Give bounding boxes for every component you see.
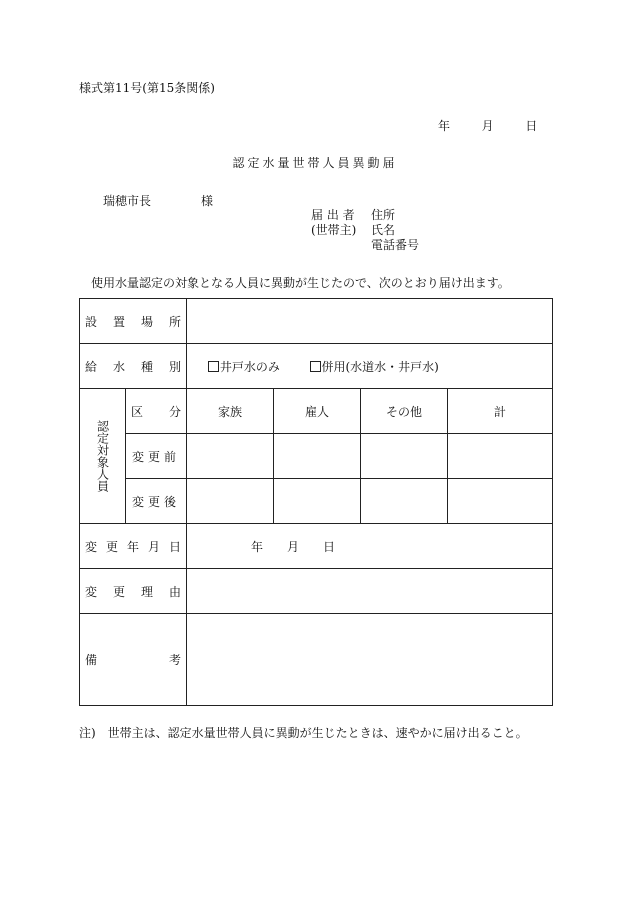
before-total-cell[interactable] [448,434,553,479]
checkbox-icon[interactable] [208,361,219,372]
location-label-cell: 設 置 場 所 [80,299,187,344]
applicant-label: 届 出 者 [311,208,355,222]
change-date-year: 年 [251,539,264,554]
column-other: その他 [361,389,448,434]
remarks-label-cell: 備 考 [80,614,187,706]
after-total-cell[interactable] [448,479,553,524]
column-employee: 雇人 [274,389,361,434]
change-date-day: 日 [323,539,336,554]
column-family: 家族 [187,389,274,434]
checkbox-icon[interactable] [310,361,321,372]
before-family-cell[interactable] [187,434,274,479]
after-other-cell[interactable] [361,479,448,524]
applicant-block [311,208,419,253]
option-well-only[interactable]: 井戸水のみ [208,358,280,375]
form-title: 認定水量世帯人員異動届 [232,156,398,170]
application-table [79,298,553,706]
date-day-label: 日 [525,119,538,133]
option-combined[interactable]: 併用(水道水・井戸水) [310,358,439,375]
applicant-phone-label: 電話番号 [371,238,420,252]
remarks-input-cell[interactable] [187,614,553,706]
applicant-name-label: 氏名 [371,223,396,237]
addressee-honorific: 様 [201,194,214,208]
change-date-label-cell: 変 更 年 月 日 [80,524,187,569]
change-date-month: 月 [287,539,300,554]
after-family-cell[interactable] [187,479,274,524]
after-change-label: 変更後 [126,479,187,524]
change-reason-input-cell[interactable] [187,569,553,614]
after-employee-cell[interactable] [274,479,361,524]
date-year-label: 年 [438,119,451,133]
change-date-input-cell[interactable] [187,524,553,569]
before-other-cell[interactable] [361,434,448,479]
form-number: 様式第11号(第15条関係) [79,81,215,95]
applicant-address-label: 住所 [371,208,396,222]
before-employee-cell[interactable] [274,434,361,479]
supply-type-options-cell [187,344,553,389]
addressee-name: 瑞穂市長 [103,194,152,208]
intro-text: 使用水量認定の対象となる人員に異動が生じたので、次のとおり届け出ます。 [91,276,510,290]
change-reason-label-cell: 変 更 理 由 [80,569,187,614]
applicant-householder-label: (世帯主) [311,223,357,237]
before-change-label: 変更前 [126,434,187,479]
footnote: 注) 世帯主は、認定水量世帯人員に異動が生じたときは、速やかに届け出ること。 [79,726,528,740]
addressee [103,194,213,208]
date-month-label: 月 [481,119,494,133]
column-total: 計 [448,389,553,434]
supply-type-label-cell: 給 水 種 別 [80,344,187,389]
date-line [438,119,537,133]
location-input-cell[interactable] [187,299,553,344]
target-persons-label-cell: 認定対象人員 [80,389,126,524]
category-label-cell: 区 分 [126,389,187,434]
